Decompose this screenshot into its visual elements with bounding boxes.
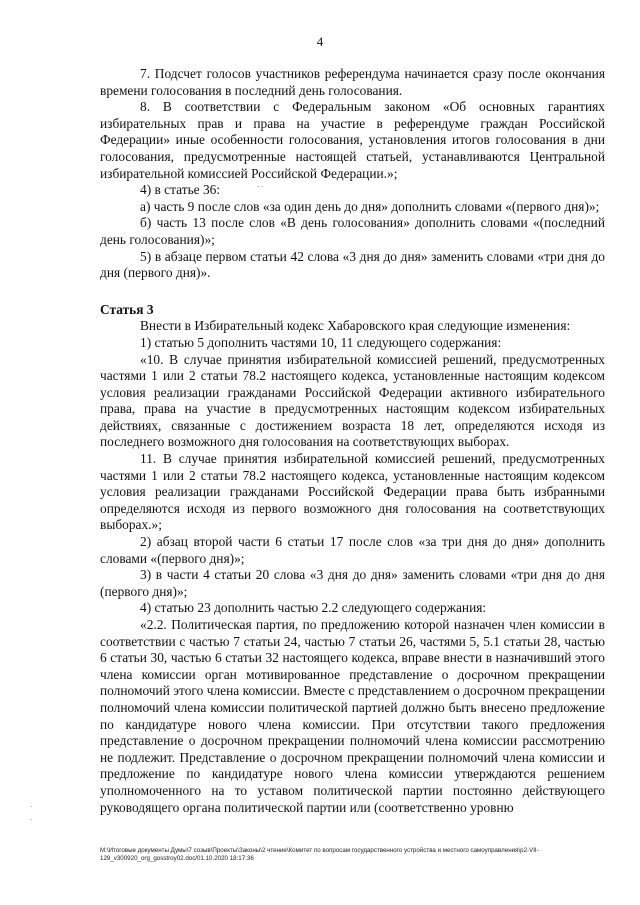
- file-path-footer: M:\Итоговые документы Думы\7 созыв\Проекты\Законы\2 чтение\Комитет по вопросам государственного устройства и местного самоуправления\p2-VII-129_v300920_org_gosstroy02.doc/01.10.2020 18:17:36: [100, 847, 539, 862]
- scan-speck: ·: [30, 816, 33, 824]
- paragraph: «2.2. Политическая партия, по предложению которой назначен член комиссии в соответствии с частью 7 статьи 24, частью 7 статьи 26, частями 5, 5.1 статьи 28, частью 6 статьи 30, частью 6 статьи 32 настоящего кодекса, вправе внести в назначивший этого члена комиссии орган мотивированное представление о досрочном прекращении полномочий этого члена комиссии. Вместе с представлением о досрочном прекращении полномочий члена комиссии политической партией должно быть внесено предложение по кандидатуре нового члена комиссии. При отсутствии такого предложения представление о досрочном прекращении полномочий члена комиссии рассмотрению не подлежит. Представление о досрочном прекращении полномочий члена комиссии и предложение по кандидатуре нового члена комиссии утверждаются решением уполномоченного на то уставом политической партии постоянно действующего руководящего органа политической партии или (соответственно уровню: [100, 617, 605, 815]
- paragraph: 5) в абзаце первом статьи 42 слова «3 дня до дня» заменить словами «три дня до дня (первого дня)».: [100, 248, 605, 281]
- paragraph: 1) статью 5 дополнить частями 10, 11 следующего содержания:: [140, 334, 502, 350]
- scan-speck: · ·: [257, 183, 264, 191]
- paragraph: б) часть 13 после слов «В день голосования» дополнить словами «(последний день голосования)»;: [100, 215, 605, 247]
- article-heading: Статья 3: [100, 301, 154, 317]
- paragraph: 4) в статье 36:: [140, 182, 221, 198]
- page-number: 4: [316, 34, 324, 49]
- paragraph: «10. В случае принятия избирательной комиссией решений, предусмотренных частями 1 или 2 статьи 78.2 настоящего кодекса, установленные настоящим кодексом условия реализации гражданами Российской Федерации активного избирательного права, права на участие в предусмотренных настоящим кодексом избирательных действиях, связанные с достижением возраста 18 лет, определяются исходя из последнего возможного дня голосования на соответствующих выборах.: [100, 351, 605, 450]
- paragraph: 11. В случае принятия избирательной комиссией решений, предусмотренных частями 1 или 2 статьи 78.2 настоящего кодекса, установленные настоящим кодексом условия реализации гражданами Российской Федерации права быть избранными определяются исходя из первого возможного дня голосования на соответствующих выборах.»;: [100, 451, 605, 533]
- paragraph: 8. В соответствии с Федеральным законом «Об основных гарантиях избирательных прав и права на участие в референдуме граждан Российской Федерации» иные особенности голосования, установления итогов голосования в дни голосования, предусмотренные настоящей статьей, устанавливаются Центральной избирательной комиссией Российской Федерации.»;: [100, 99, 605, 181]
- paragraph: Внести в Избирательный кодекс Хабаровского края следующие изменения:: [140, 318, 571, 334]
- scan-speck: ·: [30, 803, 33, 811]
- document-body: [100, 66, 605, 816]
- paragraph: 4) статью 23 дополнить частью 2.2 следующего содержания:: [140, 600, 487, 616]
- paragraph: 7. Подсчет голосов участников референдума начинается сразу после окончания времени голосования в последний день голосования.: [100, 66, 605, 98]
- paragraph: 2) абзац второй части 6 статьи 17 после слов «за три дня до дня» дополнить словами «(первого дня)»;: [100, 534, 605, 566]
- paragraph: а) часть 9 после слов «за один день до дня» дополнить словами «(первого дня)»;: [140, 198, 600, 214]
- paragraph: 3) в части 4 статьи 20 слова «3 дня до дня» заменить словами «три дня до дня (первого дня)»;: [100, 567, 605, 599]
